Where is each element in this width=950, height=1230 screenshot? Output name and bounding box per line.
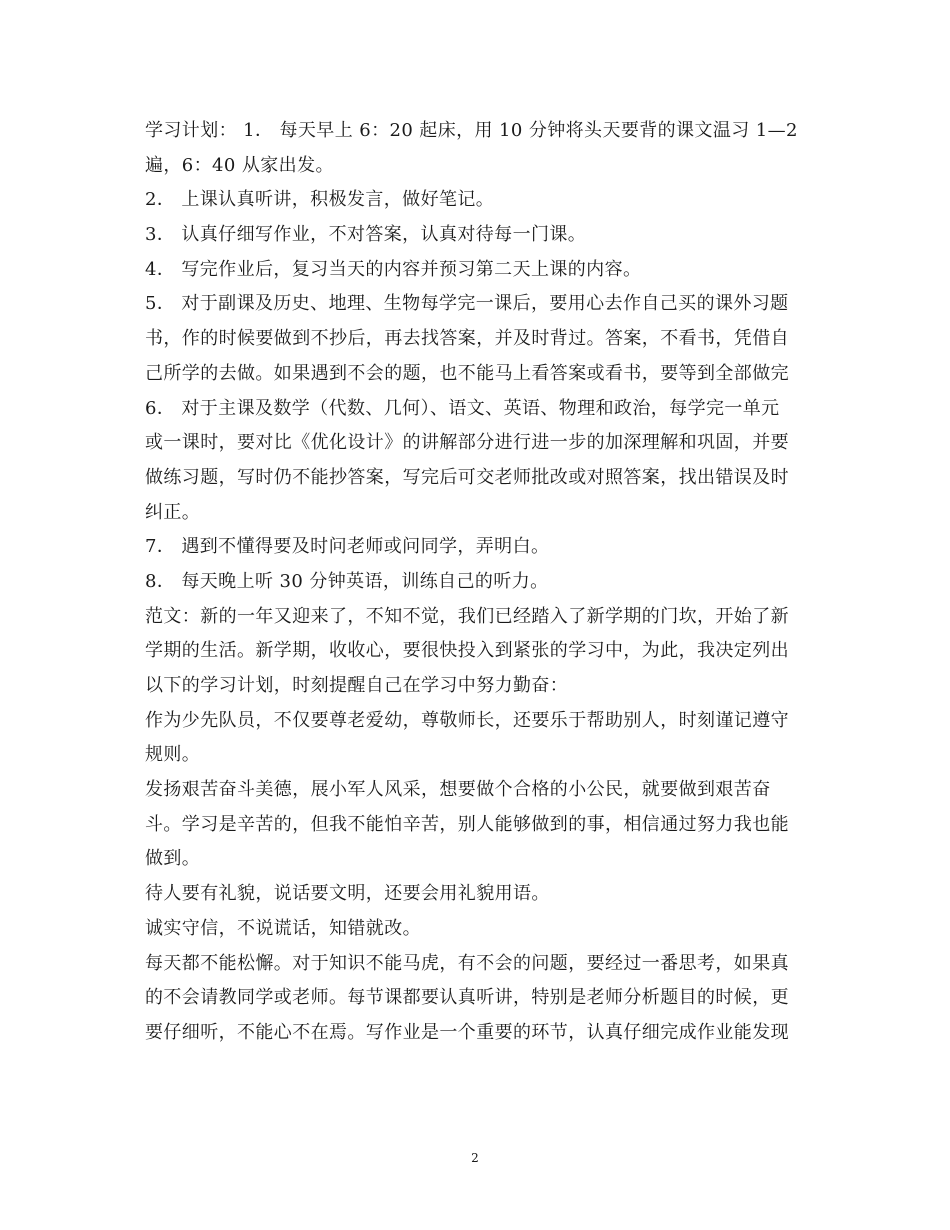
text-line: 3． 认真仔细写作业，不对答案，认真对待每一门课。 bbox=[145, 224, 587, 246]
text-line: 每天都不能松懈。对于知识不能马虎，有不会的问题，要经过一番思考，如果真 bbox=[145, 952, 789, 974]
text-line: 6． 对于主课及数学（代数、几何）、语文、英语、物理和政治，每学完一单元 bbox=[145, 397, 780, 419]
text-line: 斗。学习是辛苦的，但我不能怕辛苦，别人能够做到的事，相信通过努力我也能 bbox=[145, 813, 789, 835]
text-line: 要仔细听，不能心不在焉。写作业是一个重要的环节，认真仔细完成作业能发现 bbox=[145, 1021, 789, 1043]
page-number: 2 bbox=[471, 1151, 479, 1165]
text-line: 待人要有礼貌，说话要文明，还要会用礼貌用语。 bbox=[145, 883, 550, 905]
text-line: 8． 每天晚上听 30 分钟英语，训练自己的听力。 bbox=[145, 570, 549, 592]
text-line: 书，作的时候要做到不抄后，再去找答案，并及时背过。答案，不看书，凭借自 bbox=[145, 328, 789, 350]
text-line: 范文：新的一年又迎来了，不知不觉，我们已经踏入了新学期的门坎，开始了新 bbox=[145, 605, 789, 627]
text-line: 诚实守信，不说谎话，知错就改。 bbox=[145, 917, 421, 939]
text-line: 发扬艰苦奋斗美德，展小军人风采，想要做个合格的小公民，就要做到艰苦奋 bbox=[145, 779, 771, 801]
text-line: 遍，6：40 从家出发。 bbox=[145, 154, 334, 176]
text-line: 作为少先队员，不仅要尊老爱幼，尊敬师长，还要乐于帮助别人，时刻谨记遵守 bbox=[145, 709, 789, 731]
text-line: 4． 写完作业后，复习当天的内容并预习第二天上课的内容。 bbox=[145, 258, 642, 280]
text-line: 纠正。 bbox=[145, 501, 201, 523]
text-line: 做到。 bbox=[145, 848, 201, 870]
text-line: 己所学的去做。如果遇到不会的题，也不能马上看答案或看书，要等到全部做完 bbox=[145, 362, 789, 384]
text-line: 学期的生活。新学期，收收心，要很快投入到紧张的学习中，为此，我决定列出 bbox=[145, 640, 789, 662]
text-line: 2． 上课认真听讲，积极发言，做好笔记。 bbox=[145, 189, 495, 211]
text-line: 以下的学习计划，时刻提醒自己在学习中努力勤奋： bbox=[145, 675, 569, 696]
body-text bbox=[145, 114, 805, 1051]
text-line: 规则。 bbox=[145, 744, 201, 766]
text-line: 5． 对于副课及历史、地理、生物每学完一课后，要用心去作自己买的课外习题 bbox=[145, 293, 789, 315]
text-line: 或一课时，要对比《优化设计》的讲解部分进行进一步的加深理解和巩固，并要 bbox=[145, 432, 789, 454]
text-line: 的不会请教同学或老师。每节课都要认真听讲，特别是老师分析题目的时候，更 bbox=[145, 987, 789, 1009]
text-line: 做练习题，写时仍不能抄答案，写完后可交老师批改或对照答案，找出错误及时 bbox=[145, 466, 789, 488]
text-line: 学习计划： 1． 每天早上 6：20 起床，用 10 分钟将头天要背的课文温习 1—2 bbox=[145, 120, 798, 141]
text-line: 7． 遇到不懂得要及时问老师或问同学，弄明白。 bbox=[145, 536, 550, 558]
